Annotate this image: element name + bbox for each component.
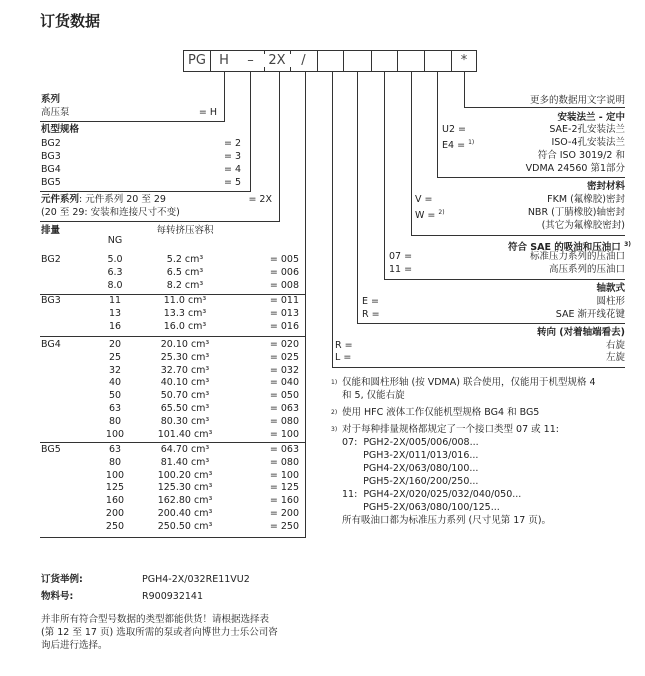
flange-label: 安装法兰 - 定中: [557, 112, 625, 123]
flange-e4-code: E4 = $^{1)}$: [442, 139, 475, 152]
volume-value: 81.40 cm³: [160, 456, 210, 468]
seal-w-note: (其它为氟橡胶密封): [541, 220, 625, 231]
footnote-line: PGH5-2X/063/080/100/125...: [342, 502, 500, 513]
volume-value: 16.0 cm³: [163, 320, 207, 332]
ng-value: 200: [105, 508, 125, 519]
seal-label: 密封材料: [586, 181, 625, 192]
ng-value: 5.0: [107, 254, 123, 265]
footnote-line: 和 5, 仅能右旋: [342, 390, 405, 401]
size-label: 机型规格: [41, 124, 80, 135]
volume-code: = 100: [269, 428, 299, 440]
port-11-code: 11 =: [389, 264, 413, 275]
ng-value: 63: [108, 403, 122, 414]
size-code: = 4: [223, 164, 241, 175]
volume-value: 64.70 cm³: [160, 444, 210, 455]
code-box: [343, 50, 371, 72]
footnote-marker: 3): [331, 426, 338, 433]
code-box: –: [237, 50, 264, 72]
ng-value: 16: [108, 320, 122, 332]
flange-e4-note: VDMA 24560 第1部分: [525, 163, 625, 174]
volume-code: = 160: [269, 495, 299, 507]
ng-value: 250: [105, 520, 125, 532]
port-11: 高压系列的压油口: [548, 264, 625, 275]
divider-tick: [264, 50, 265, 54]
code-box: 2X: [264, 50, 290, 72]
ng-value: 160: [105, 495, 125, 507]
flange-e4-note: 符合 ISO 3019/2 和: [537, 150, 625, 161]
notice-line: 询后进行选择。: [41, 640, 108, 651]
volume-code: = 125: [269, 482, 299, 494]
footnote-line: 11: PGH4-2X/020/025/032/040/050...: [342, 489, 522, 500]
notice-line: 并非所有符合型号数据的类型都能供货！请根据选择表: [41, 614, 270, 625]
volume-value: 101.40 cm³: [157, 428, 213, 440]
volume-value: 162.80 cm³: [157, 495, 213, 507]
port-07-code: 07 =: [389, 251, 413, 262]
seal-w-code: W = $^{2)}$: [415, 209, 445, 222]
volume-code: = 011: [269, 295, 299, 306]
volume-value: 80.30 cm³: [160, 415, 210, 427]
material-value: R900932141: [142, 591, 203, 602]
seal-v-code: V =: [415, 194, 433, 205]
group-name: BG4: [41, 339, 61, 350]
rotation-r-code: R =: [335, 340, 353, 351]
shaft-label: 轴款式: [596, 283, 625, 294]
size-code: = 2: [223, 138, 241, 149]
ng-value: 80: [108, 456, 122, 468]
footnote-line: 所有吸油口都为标准压力系列 (尺寸见第 17 页)。: [342, 515, 552, 526]
ng-value: 40: [108, 377, 122, 389]
code-box: H: [210, 50, 237, 72]
component-series: 元件系列: 元件系列 20 至 29: [41, 194, 166, 205]
ng-value: 80: [108, 415, 122, 427]
rotation-label: 转向 (对着轴端看去): [537, 327, 625, 338]
volume-value: 8.2 cm³: [166, 279, 204, 291]
volume-code: = 008: [269, 279, 299, 291]
volume-value: 65.50 cm³: [160, 403, 210, 414]
footnote-line: PGH5-2X/160/200/250...: [342, 476, 479, 487]
volume-code: = 005: [269, 254, 299, 265]
ng-value: 63: [108, 444, 122, 455]
volume-code: = 040: [269, 377, 299, 389]
code-box: [424, 50, 451, 72]
ng-value: 100: [105, 469, 125, 481]
shaft-e: 圆柱形: [596, 296, 625, 307]
series-code: = H: [198, 107, 217, 118]
volume-code: = 013: [269, 307, 299, 319]
footnote-line: 07: PGH2-2X/005/006/008...: [342, 437, 479, 448]
volume-value: 20.10 cm³: [160, 339, 210, 350]
volume-header: 每转挤压容积: [156, 225, 214, 236]
size-name: BG3: [41, 151, 61, 162]
rotation-r: 右旋: [605, 340, 625, 351]
volume-code: = 016: [269, 320, 299, 332]
port-label: 符合 SAE 的吸油和压油口 $^{3)}$: [507, 241, 631, 254]
component-code: = 2X: [248, 194, 272, 205]
group-name: BG2: [41, 254, 61, 265]
code-box: [371, 50, 397, 72]
ng-value: 8.0: [107, 279, 123, 291]
material-label: 物料号:: [41, 591, 74, 602]
volume-value: 6.5 cm³: [166, 266, 204, 278]
footnote-marker: 2): [331, 409, 338, 416]
more-data-text: 更多的数据用文字说明: [529, 95, 625, 106]
notice-line: (第 12 至 17 页) 选取所需的泵或者向博世力士乐公司咨: [41, 627, 278, 638]
volume-value: 200.40 cm³: [157, 508, 213, 519]
group-name: BG3: [41, 295, 61, 306]
footnote-line: 仅能和圆柱形轴 (按 VDMA) 联合使用，仅能用于机型规格 4: [342, 377, 596, 388]
page-title: 订货数据: [40, 12, 101, 30]
shaft-r-code: R =: [362, 309, 380, 320]
divider-tick: [290, 50, 291, 54]
volume-value: 40.10 cm³: [160, 377, 210, 389]
flange-e4: ISO-4孔安装法兰: [551, 137, 625, 148]
code-box: [317, 50, 343, 72]
footnote-marker: 1): [331, 379, 338, 386]
ng-value: 50: [108, 390, 122, 402]
volume-code: = 200: [269, 508, 299, 519]
volume-value: 11.0 cm³: [163, 295, 207, 306]
volume-value: 100.20 cm³: [157, 469, 213, 481]
volume-code: = 080: [269, 415, 299, 427]
component-note: (20 至 29: 安装和连接尺寸不变): [41, 207, 180, 218]
port-07: 标准压力系列的压油口: [529, 251, 625, 262]
code-box: *: [451, 50, 477, 72]
code-box: /: [290, 50, 317, 72]
size-code: = 3: [223, 151, 241, 162]
volume-value: 32.70 cm³: [160, 364, 210, 376]
ng-value: 125: [105, 482, 125, 494]
flange-u2-code: U2 =: [442, 124, 466, 135]
seal-v: FKM (氟橡胶)密封: [547, 194, 625, 205]
seal-w: NBR (丁腈橡胶)轴密封: [527, 207, 625, 218]
ng-value: 100: [105, 428, 125, 440]
footnote-line: 使用 HFC 液体工作仅能机型规格 BG4 和 BG5: [342, 407, 540, 418]
ng-value: 20: [108, 339, 122, 350]
volume-code: = 063: [269, 444, 299, 455]
volume-code: = 080: [269, 456, 299, 468]
ng-value: 6.3: [107, 266, 123, 278]
volume-value: 250.50 cm³: [157, 520, 213, 532]
ng-header: NG: [107, 235, 123, 246]
rotation-l-code: L =: [335, 352, 352, 363]
footnote-line: PGH3-2X/011/013/016...: [342, 450, 479, 461]
code-box: PG: [183, 50, 210, 72]
shaft-r: SAE 渐开线花键: [555, 309, 625, 320]
volume-code: = 032: [269, 364, 299, 376]
example-value: PGH4-2X/032RE11VU2: [142, 574, 250, 585]
rotation-l: 左旋: [605, 352, 625, 363]
footnote-line: PGH4-2X/063/080/100...: [342, 463, 479, 474]
flange-u2: SAE-2孔安装法兰: [549, 124, 625, 135]
volume-code: = 050: [269, 390, 299, 402]
size-name: BG2: [41, 138, 61, 149]
volume-code: = 020: [269, 339, 299, 350]
volume-code: = 063: [269, 403, 299, 414]
ng-value: 32: [108, 364, 122, 376]
ng-value: 25: [108, 351, 122, 363]
series-item: 高压泵: [41, 107, 70, 118]
example-label: 订货举例:: [41, 574, 83, 585]
code-box: [397, 50, 424, 72]
size-code: = 5: [223, 177, 241, 188]
volume-code: = 250: [269, 520, 299, 532]
volume-value: 5.2 cm³: [166, 254, 204, 265]
volume-code: = 025: [269, 351, 299, 363]
volume-code: = 100: [269, 469, 299, 481]
volume-value: 50.70 cm³: [160, 390, 210, 402]
ng-value: 11: [108, 295, 122, 306]
volume-value: 125.30 cm³: [157, 482, 213, 494]
size-name: BG5: [41, 177, 61, 188]
volume-value: 13.3 cm³: [163, 307, 207, 319]
size-name: BG4: [41, 164, 61, 175]
shaft-e-code: E =: [362, 296, 379, 307]
ng-value: 13: [108, 307, 122, 319]
series-label: 系列: [41, 94, 61, 105]
displacement-label: 排量: [41, 225, 61, 236]
footnote-line: 对于每种排量规格都规定了一个接口类型 07 或 11:: [342, 424, 559, 435]
volume-value: 25.30 cm³: [160, 351, 210, 363]
volume-code: = 006: [269, 266, 299, 278]
group-name: BG5: [41, 444, 61, 455]
